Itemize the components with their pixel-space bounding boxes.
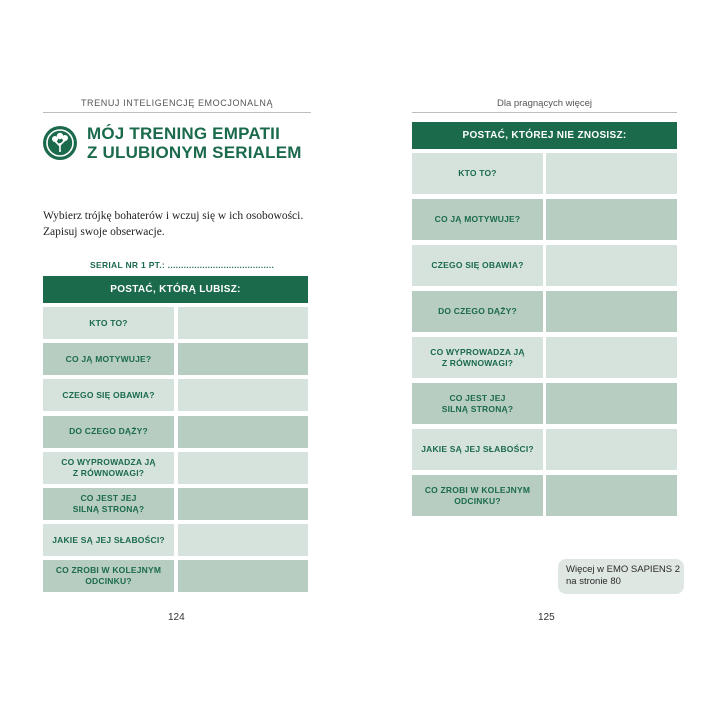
question-label-line: SILNĄ STRONĄ? xyxy=(441,403,514,414)
intro-text: Wybierz trójkę bohaterów i wczuj się w ich osobowości. Zapisuj swoje obserwacje. xyxy=(43,210,304,238)
question-cell xyxy=(412,337,543,378)
question-label-line: KTO TO? xyxy=(89,317,128,328)
note-line-1: Więcej w EMO SAPIENS 2 xyxy=(566,564,681,575)
question-cell xyxy=(43,524,174,556)
question-label-line: KTO TO? xyxy=(458,168,497,178)
header-rule xyxy=(43,112,311,113)
question-cell xyxy=(43,343,174,375)
question-label xyxy=(61,457,156,479)
question-label-line: CO WYPROWADZA JĄ xyxy=(61,456,156,467)
question-cell xyxy=(43,416,174,448)
question-cell xyxy=(43,560,174,592)
question-label-line: JAKIE SĄ JEJ SŁABOŚCI? xyxy=(52,534,165,545)
question-cell xyxy=(43,452,174,484)
header-rule xyxy=(412,112,677,113)
right-page xyxy=(360,0,720,720)
table-header-liked: POSTAĆ, KTÓRĄ LUBISZ: xyxy=(43,276,308,303)
question-label-line: ODCINKU? xyxy=(454,495,501,506)
question-cell xyxy=(43,307,174,339)
answer-field[interactable] xyxy=(546,337,677,378)
question-label-line: DO CZEGO DĄŻY? xyxy=(69,426,148,437)
answer-field[interactable] xyxy=(546,475,677,516)
question-label xyxy=(69,426,148,437)
running-header: Dla pragnących więcej xyxy=(496,98,593,109)
answer-field[interactable] xyxy=(178,379,308,411)
question-cell xyxy=(412,199,543,240)
running-header: TRENUJ INTELIGENCJĘ EMOCJONALNĄ xyxy=(80,98,274,108)
page-number: 124 xyxy=(168,612,185,623)
question-label xyxy=(89,318,127,329)
answer-field[interactable] xyxy=(546,245,677,286)
question-label xyxy=(62,390,154,401)
answer-field[interactable] xyxy=(178,307,308,339)
question-label xyxy=(52,535,165,546)
title-line-2: Z ULUBIONYM SERIALEM xyxy=(87,143,302,162)
question-label xyxy=(442,393,514,415)
question-label xyxy=(430,347,525,369)
question-label-line: CO JĄ MOTYWUJE? xyxy=(65,353,152,364)
question-cell xyxy=(412,245,543,286)
question-label-line: CO ZROBI W KOLEJNYM xyxy=(55,565,162,576)
title-block xyxy=(43,124,323,166)
question-label-line: CO ZROBI W KOLEJNYM xyxy=(424,484,531,495)
question-cell xyxy=(43,488,174,520)
title-line-1: MÓJ TRENING EMPATII xyxy=(87,124,281,143)
question-label xyxy=(56,565,161,587)
question-label-line: CZEGO SIĘ OBAWIA? xyxy=(62,389,155,400)
question-cell xyxy=(412,383,543,424)
answer-field[interactable] xyxy=(178,488,308,520)
question-label-line: CO JEST JEJ xyxy=(449,392,506,403)
reference-note xyxy=(558,559,684,594)
question-cell xyxy=(412,475,543,516)
answer-field[interactable] xyxy=(546,199,677,240)
question-label-line: CZEGO SIĘ OBAWIA? xyxy=(431,260,524,270)
answer-field[interactable] xyxy=(178,560,308,592)
question-label xyxy=(438,306,517,317)
question-label-line: Z RÓWNOWAGI? xyxy=(72,467,145,478)
question-cell xyxy=(412,429,543,470)
page-number: 125 xyxy=(538,612,555,623)
question-label xyxy=(73,493,145,515)
answer-field[interactable] xyxy=(546,291,677,332)
question-label xyxy=(435,214,521,225)
question-label-line: DO CZEGO DĄŻY? xyxy=(438,306,517,316)
question-label-line: CO JĄ MOTYWUJE? xyxy=(434,214,521,224)
question-label xyxy=(66,354,152,365)
answer-field[interactable] xyxy=(178,524,308,556)
tree-icon xyxy=(43,126,77,160)
question-label-line: SILNĄ STRONĄ? xyxy=(72,504,145,514)
note-line-2: na stronie 80 xyxy=(566,576,621,587)
question-label-line: Z RÓWNOWAGI? xyxy=(441,357,514,368)
answer-field[interactable] xyxy=(178,343,308,375)
question-label xyxy=(425,485,530,507)
question-label-line: JAKIE SĄ JEJ SŁABOŚCI? xyxy=(421,444,534,454)
table-header-disliked: POSTAĆ, KTÓREJ NIE ZNOSISZ: xyxy=(412,122,677,149)
answer-field[interactable] xyxy=(178,416,308,448)
question-label-line: CO JEST JEJ xyxy=(80,493,137,503)
answer-field[interactable] xyxy=(546,429,677,470)
question-label-line: CO WYPROWADZA JĄ xyxy=(430,346,525,357)
question-cell xyxy=(412,291,543,332)
question-cell xyxy=(43,379,174,411)
answer-field[interactable] xyxy=(178,452,308,484)
question-label xyxy=(458,168,496,179)
answer-field[interactable] xyxy=(546,383,677,424)
serial-label: SERIAL NR 1 PT.: ........................................ xyxy=(90,260,275,270)
answer-field[interactable] xyxy=(546,153,677,194)
question-label-line: ODCINKU? xyxy=(85,576,132,587)
question-cell xyxy=(412,153,543,194)
page-title xyxy=(87,124,302,162)
question-label xyxy=(431,260,523,271)
question-label xyxy=(421,444,534,455)
